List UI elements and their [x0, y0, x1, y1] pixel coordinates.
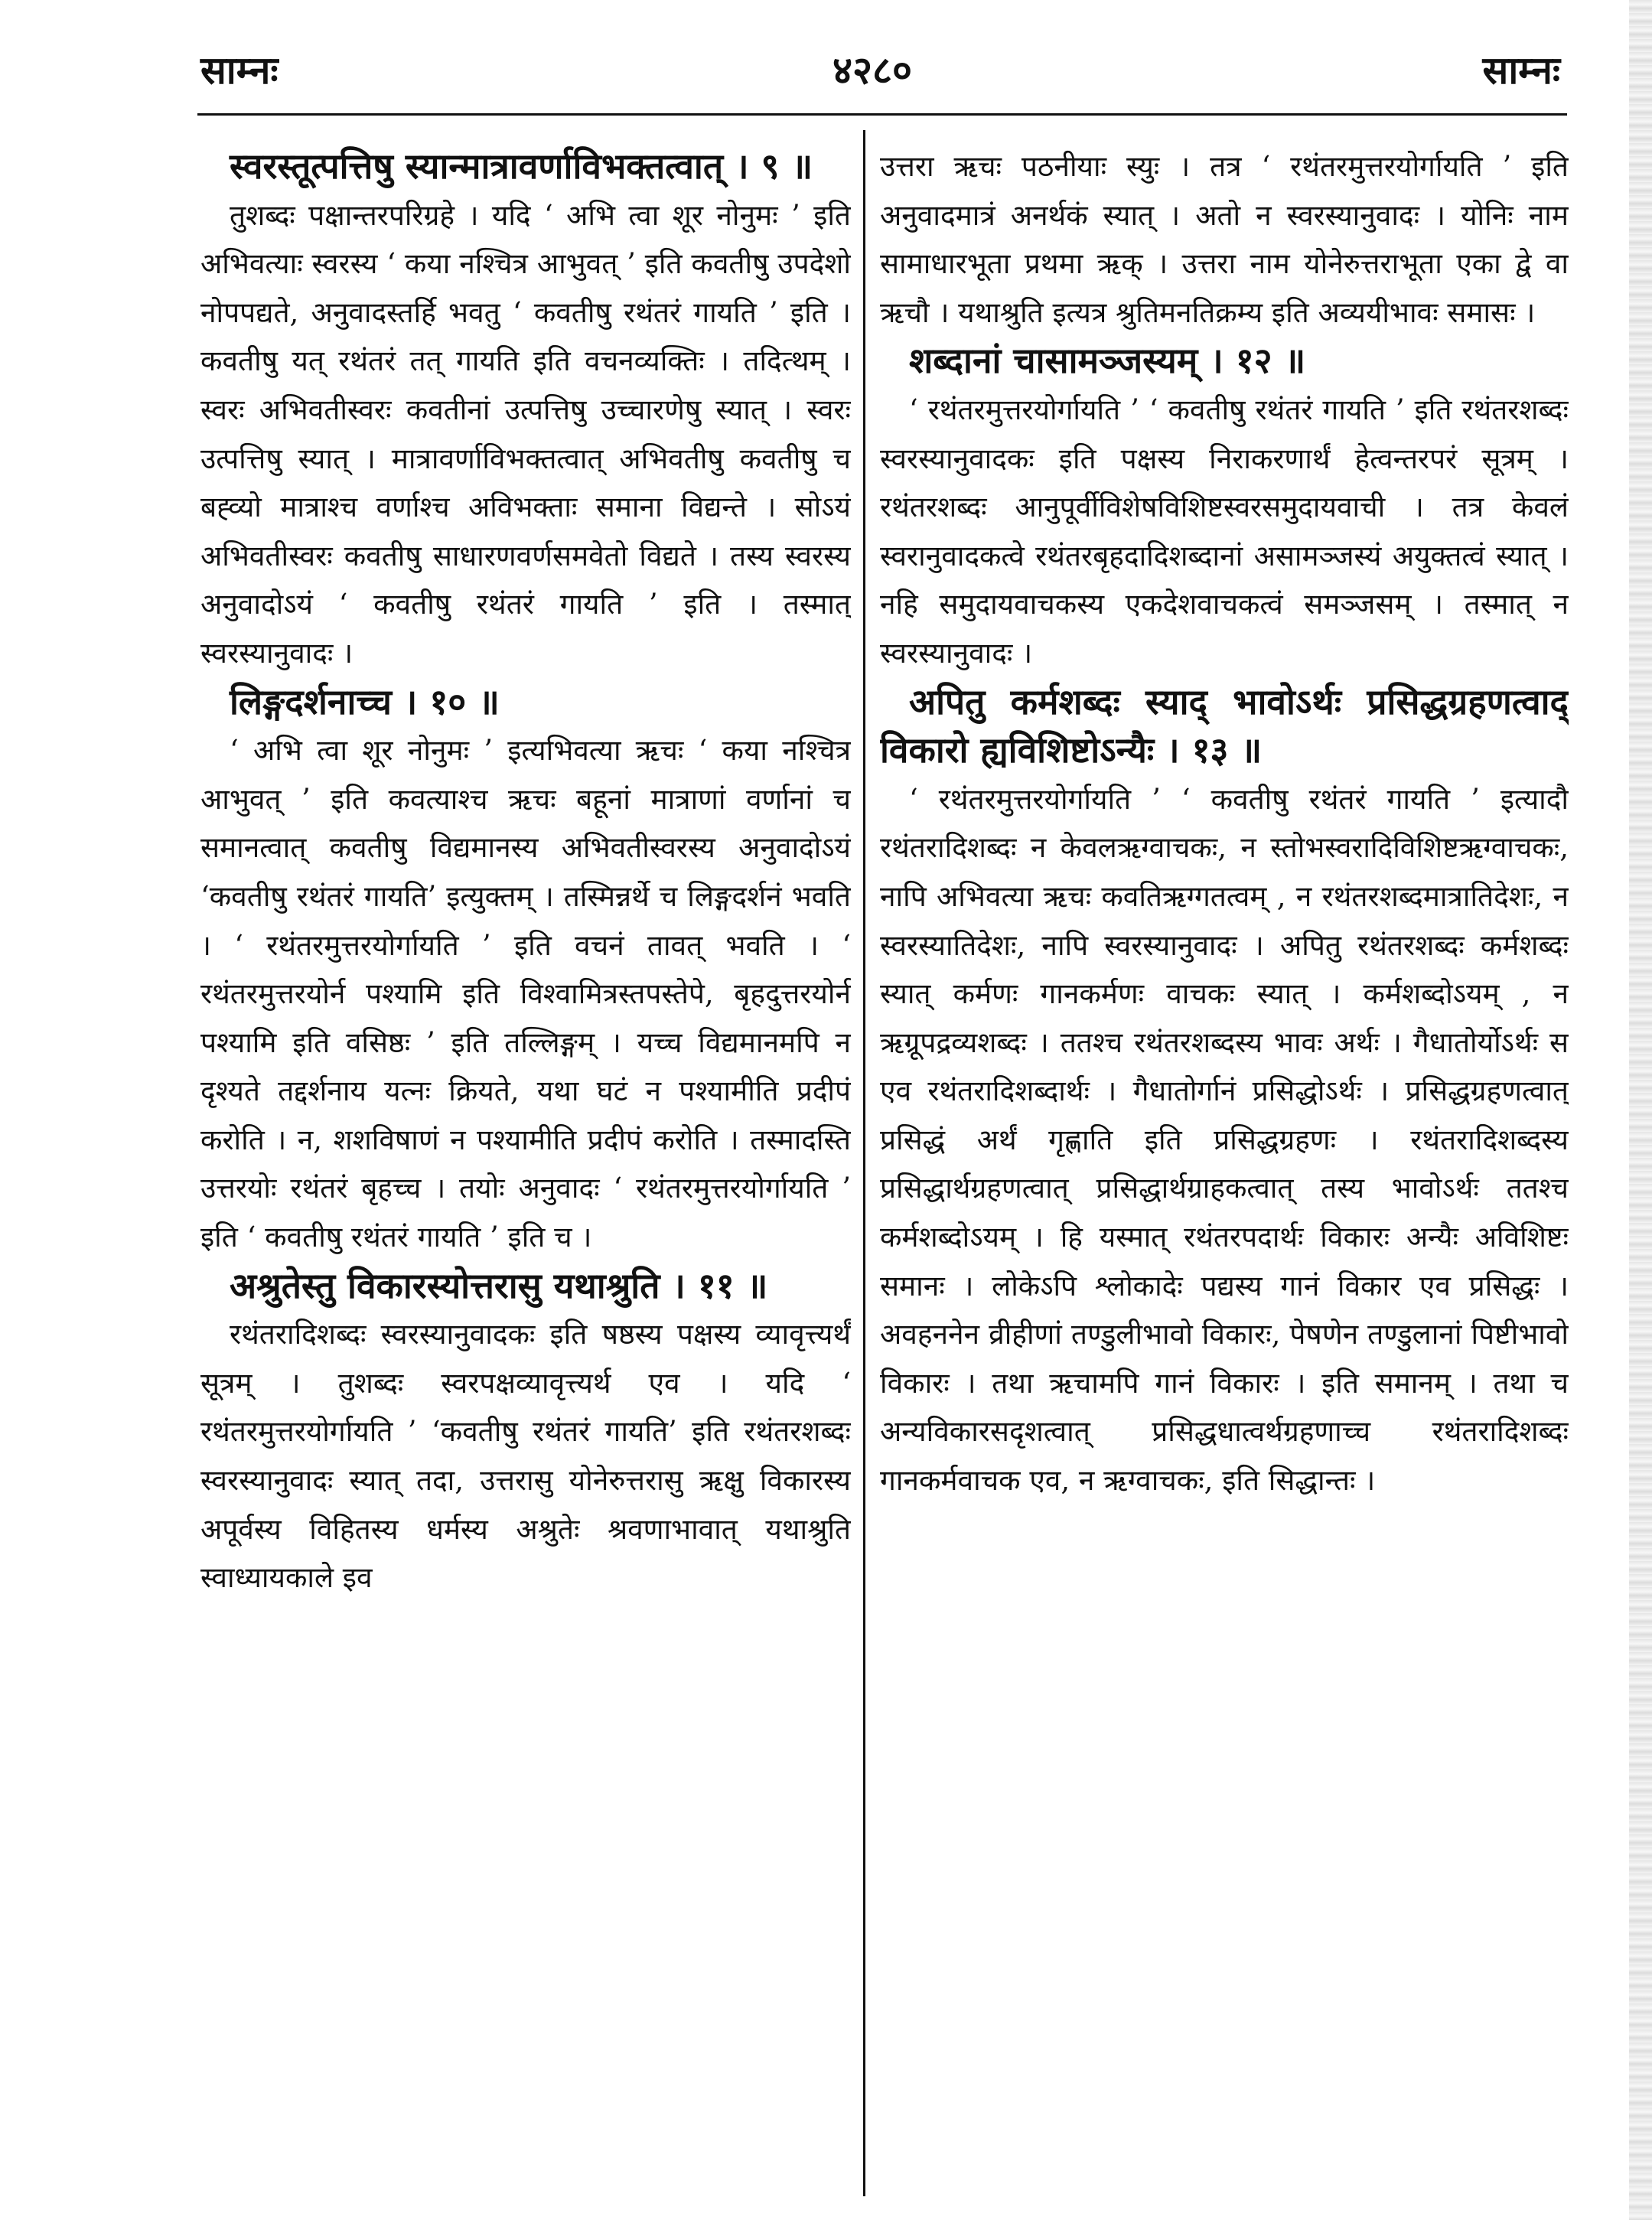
commentary-13: ‘ रथंतरमुत्तरयोर्गायति ’ ‘ कवतीषु रथंतरं गायति ’ इत्यादौ रथंतरादिशब्दः न केवलऋग्वाचकः, न स्तोभस्वरादिविशिष्टऋग्वाचकः, नापि अभिवत्या ऋचः कवतिऋग्गतत्वम् , न रथंतरशब्दमात्रातिदेशः, न स्वरस्यातिदेशः, नापि स्वरस्यानुवादः । अपितु रथंतरशब्दः कर्मशब्दः स्यात् कर्मणः गानकर्मणः वाचकः स्यात् । कर्मशब्दोऽयम् , न ऋग्रूपद्रव्यशब्दः । ततश्च रथंतरशब्दस्य भावः अर्थः । गैधातोर्योऽर्थः स एव रथंतरादिशब्दार्थः । गैधातोर्गानं प्रसिद्धोऽर्थः । प्रसिद्धग्रहणत्वात् प्रसिद्धं अर्थं गृह्णाति इति प्रसिद्धग्रहणः । रथंतरादिशब्दस्य प्रसिद्धार्थग्रहणत्वात् प्रसिद्धार्थग्राहकत्वात् तस्य भावोऽर्थः ततश्च कर्मशब्दोऽयम् । हि यस्मात् रथंतरपदार्थः विकारः अन्यैः अविशिष्टः समानः । लोकेऽपि श्लोकादेः पद्यस्य गानं विकार एव प्रसिद्धः । अवहननेन व्रीहीणां तण्डुलीभावो विकारः, पेषणेन तण्डुलानां पिष्टीभावो विकारः । तथा ऋचामपि गानं विकारः । इति समानम् । तथा च अन्यविकारसदृशत्वात् प्रसिद्धधात्वर्थग्रहणाच्च रथंतरादिशब्दः गानकर्मवाचक एव, न ऋग्वाचकः, इति सिद्धान्तः । — [880, 782, 1569, 1498]
commentary-11: रथंतरादिशब्दः स्वरस्यानुवादकः इति षष्ठस्य पक्षस्य व्यावृत्त्यर्थं सूत्रम् । तुशब्दः स्वरपक्षव्यावृत्त्यर्थ एव । यदि ‘ रथंतरमुत्तरयोर्गायति ’ ‘कवतीषु रथंतरं गायति’ इति रथंतरशब्दः स्वरस्यानुवादः स्यात् तदा, उत्तरासु योनेरुत्तरासु ऋक्षु विकारस्य अपूर्वस्य विहितस्य धर्मस्य अश्रुतेः श्रवणाभावात् यथाश्रुति स्वाध्यायकाले इव — [200, 1318, 851, 1595]
commentary-11-continued: उत्तरा ऋचः पठनीयाः स्युः । तत्र ‘ रथंतरमुत्तरयोर्गायति ’ इति अनुवादमात्रं अनर्थकं स्यात् । अतो न स्वरस्यानुवादः । योनिः नाम सामाधारभूता प्रथमा ऋक् । उत्तरा नाम योनेरुत्तराभूता एका द्वे वा ऋचौ । यथाश्रुति इत्यत्र श्रुतिमनतिक्रम्य इति अव्ययीभावः समासः । — [880, 150, 1569, 329]
header-rule — [197, 113, 1567, 116]
left-column — [200, 142, 851, 2201]
sutra-13: अपितु कर्मशब्दः स्याद् भावोऽर्थः प्रसिद्धग्रहणत्वाद् विकारो ह्यविशिष्टोऽन्यैः । १३ ॥ — [880, 680, 1569, 771]
commentary-12: ‘ रथंतरमुत्तरयोर्गायति ’ ‘ कवतीषु रथंतरं गायति ’ इति रथंतरशब्दः स्वरस्यानुवादकः इति पक्षस्य निराकरणार्थं हेत्वन्तरपरं सूत्रम् । रथंतरशब्दः आनुपूर्वीविशेषविशिष्टस्वरसमुदायवाची । तत्र केवलं स्वरानुवादकत्वे रथंतरबृहदादिशब्दानां असामञ्जस्यं अयुक्तत्वं स्यात् । नहि समुदायवाचकस्य एकदेशवाचकत्वं समञ्जसम् । तस्मात् न स्वरस्यानुवादः । — [880, 393, 1569, 670]
sutra-10: लिङ्गदर्शनाच्च । १० ॥ — [230, 680, 500, 722]
sutra-9: स्वरस्तूत्पत्तिषु स्यान्मात्रावर्णाविभक्तत्वात् । ९ ॥ — [230, 145, 813, 187]
page-number: ४२८० — [833, 47, 912, 93]
header-right-title: साम्नः — [1482, 47, 1560, 93]
commentary-9: तुशब्दः पक्षान्तरपरिग्रहे । यदि ‘ अभि त्वा शूर नोनुमः ’ इति अभिवत्याः स्वरस्य ‘ कया नश्चित्र आभुवत् ’ इति कवतीषु उपदेशो नोपपद्यते, अनुवादस्तर्हि भवतु ‘ कवतीषु रथंतरं गायति ’ इति । कवतीषु यत् रथंतरं तत् गायति इति वचनव्यक्तिः । तदित्थम् । स्वरः अभिवतीस्वरः कवतीनां उत्पत्तिषु उच्चारणेषु स्यात् । स्वरः उत्पत्तिषु स्यात् । मात्रावर्णाविभक्तत्वात् अभिवतीषु कवतीषु च बह्व्यो मात्राश्च वर्णाश्च अविभक्ताः समाना विद्यन्ते । सोऽयं अभिवतीस्वरः कवतीषु साधारणवर्णसमवेतो विद्यते । तस्य स्वरस्य अनुवादोऽयं ‘ कवतीषु रथंतरं गायति ’ इति । तस्मात् स्वरस्यानुवादः । — [200, 198, 851, 670]
sutra-12: शब्दानां चासामञ्जस्यम् । १२ ॥ — [909, 340, 1306, 382]
scan-edge-noise — [1629, 0, 1652, 2220]
right-column — [880, 142, 1569, 2201]
header-left-title: साम्नः — [200, 47, 279, 93]
sutra-11: अश्रुतेस्तु विकारस्योत्तरासु यथाश्रुति । ११ ॥ — [230, 1264, 768, 1306]
column-divider — [863, 130, 865, 2196]
commentary-10: ‘ अभि त्वा शूर नोनुमः ’ इत्यभिवत्या ऋचः ‘ कया नश्चित्र आभुवत् ’ इति कवत्याश्च ऋचः बहूनां मात्राणां वर्णानां च समानत्वात् कवतीषु विद्यमानस्य अभिवतीस्वरस्य अनुवादोऽयं ‘कवतीषु रथंतरं गायति’ इत्युक्तम् । तस्मिन्नर्थे च लिङ्गदर्शनं भवति । ‘ रथंतरमुत्तरयोर्गायति ’ इति वचनं तावत् भवति । ‘ रथंतरमुत्तरयोर्न पश्यामि इति विश्वामित्रस्तपस्तेपे, बृहदुत्तरयोर्न पश्यामि इति वसिष्ठः ’ इति तल्लिङ्गम् । यच्च विद्यमानमपि न दृश्यते तद्दर्शनाय यत्नः क्रियते, यथा घटं न पश्यामीति प्रदीपं करोति । न, शशविषाणं न पश्यामीति प्रदीपं करोति । तस्मादस्ति उत्तरयोः रथंतरं बृहच्च । तयोः अनुवादः ‘ रथंतरमुत्तरयोर्गायति ’ इति ‘ कवतीषु रथंतरं गायति ’ इति च । — [200, 734, 851, 1254]
